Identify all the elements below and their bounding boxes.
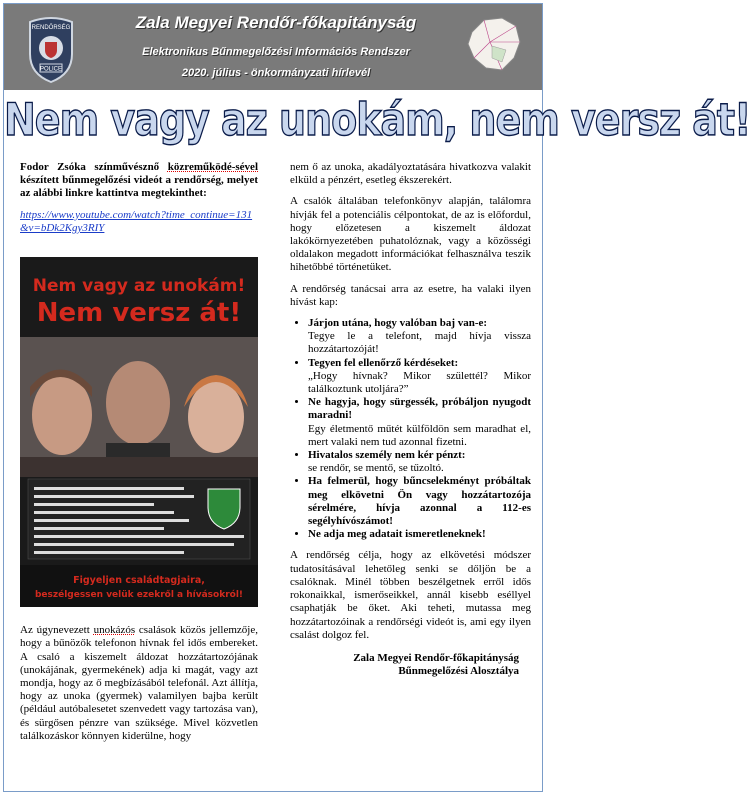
list-item: • Tegyen fel ellenőrző kérdéseket: „Hogy hívnak? Mikor születtél? Mikor találkoztunk utoljára?”: [308, 357, 531, 397]
video-link[interactable]: https://www.youtube.com/watch?time_continue=131&v=bDk2Kgy3RIY: [20, 208, 253, 234]
intro-text-a: Fodor Zsóka színművésznő: [20, 161, 168, 173]
left-column: [20, 161, 258, 751]
intro-text-c: készített bűnmegelőzési videót a rendőrség, melyet az alábbi linkre kattintva megtekinthet:: [20, 174, 258, 200]
poster-title-2: Nem versz át!: [36, 298, 242, 329]
list-item: • Ha felmerül, hogy bűncselekményt próbáltak meg elkövetni Ön vagy hozzátartozója sérelmére, hívja azonnal a 112-es segélyhívószámot!: [308, 475, 531, 528]
body-text-a: Az úgynevezett: [20, 624, 94, 637]
right-paragraph-4: A rendőrség célja, hogy az elkövetési módszer tudatosításával lehetőleg senki se dőljön be a csalóknak. Minél többen beszélgetnek erről idős rokonaikkal, ismerőseikkel, annál kisebb eséllyel csaphatják be őket. Aki teheti, mutassa meg hozzátartozóinak a rendőrségi videót is, ami egy ilyen csalást dolgoz fel.: [290, 549, 531, 641]
header-date: 2020. július - önkormányzati hírlevél: [181, 67, 371, 79]
header-banner: [4, 4, 542, 90]
signature-line-1: Zala Megyei Rendőr-főkapitányság: [353, 651, 519, 664]
list-item: • Járjon utána, hogy valóban baj van-e: Tegye le a telefont, majd hívja vissza hozzátartozóját!: [308, 317, 531, 357]
header-subtitle: Elektronikus Bűnmegelőzési Információs Rendszer: [142, 46, 410, 58]
intro-text-b: közreműködé-sével: [167, 161, 258, 173]
poster-title-1: Nem vagy az unokám!: [32, 276, 246, 297]
right-paragraph-1: nem ő az unoka, akadályoztatására hivatkozva valakit elküld a pénzért, esetleg ékszerekért.: [290, 161, 531, 187]
right-paragraph-2: A csalók általában telefonkönyv alapján, találomra hívják fel a potenciális célpontokat, de az is előfordul, hogy előzetesen a kiszemelt áldozat lakókörnyezetében puhatolóznak, vagy a közösségi oldalakon megadott információkat felhasználva teszik hihetőbbé történetüket.: [290, 195, 531, 274]
headline: Nem vagy az unokám, nem versz át!: [4, 93, 750, 146]
newsletter-page: [3, 3, 750, 792]
list-item: • Ne adja meg adatait ismeretleneknek!: [308, 528, 531, 541]
body-text-b: unokázós: [93, 624, 136, 637]
list-item: • Hivatalos személy nem kér pénzt: se rendőr, se mentő, se tűzoltó.: [308, 449, 531, 475]
list-item: • Ne hagyja, hogy sürgessék, próbáljon nyugodt maradni! Egy életmentő műtét külföldön sem maradhat el, mert valaki nem tud azonnal fizetni.: [308, 396, 531, 449]
right-paragraph-3: A rendőrség tanácsai arra az esetre, ha valaki ilyen hívást kap:: [290, 282, 531, 308]
badge-bottom-text: POLICE: [39, 66, 63, 73]
signature: [290, 652, 531, 678]
campaign-poster: [20, 257, 258, 607]
signature-line-2: Bűnmegelőzési Alosztálya: [398, 665, 519, 678]
tips-list: [290, 317, 531, 541]
county-map-icon: [462, 12, 526, 76]
badge-top-text: RENDŐRSÉG: [31, 25, 71, 31]
right-column: [290, 161, 531, 678]
poster-footer-1: Figyeljen családtagjaira,: [73, 575, 205, 587]
intro-paragraph: [20, 161, 258, 201]
poster-footer-2: beszélgessen velük ezekről a hívásokról!: [34, 590, 244, 601]
poster-photo: [20, 337, 258, 477]
body-text-c: csalások közös jellemzője, hogy a bűnözők telefonon hívnak fel idős embereket. A csaló a kiszemelt áldozat hozzátartozójának (unokájának, gyermekének) adja ki magát, vagy azt mondja, hogy az ő megbízásából telefonál. Azt állítja, hogy az unoka (gyermek) valamilyen bajba került (például autóbalesetet szenvedett vagy tartozása van), és sürgősen pénzre van szüksége. Mivel közvetlen találkozáskor könnyen kiderülne, hogy: [20, 624, 258, 742]
header-title: Zala Megyei Rendőr-főkapitányság: [135, 13, 417, 32]
police-badge-logo: [26, 14, 76, 84]
body-paragraph: [20, 624, 258, 743]
